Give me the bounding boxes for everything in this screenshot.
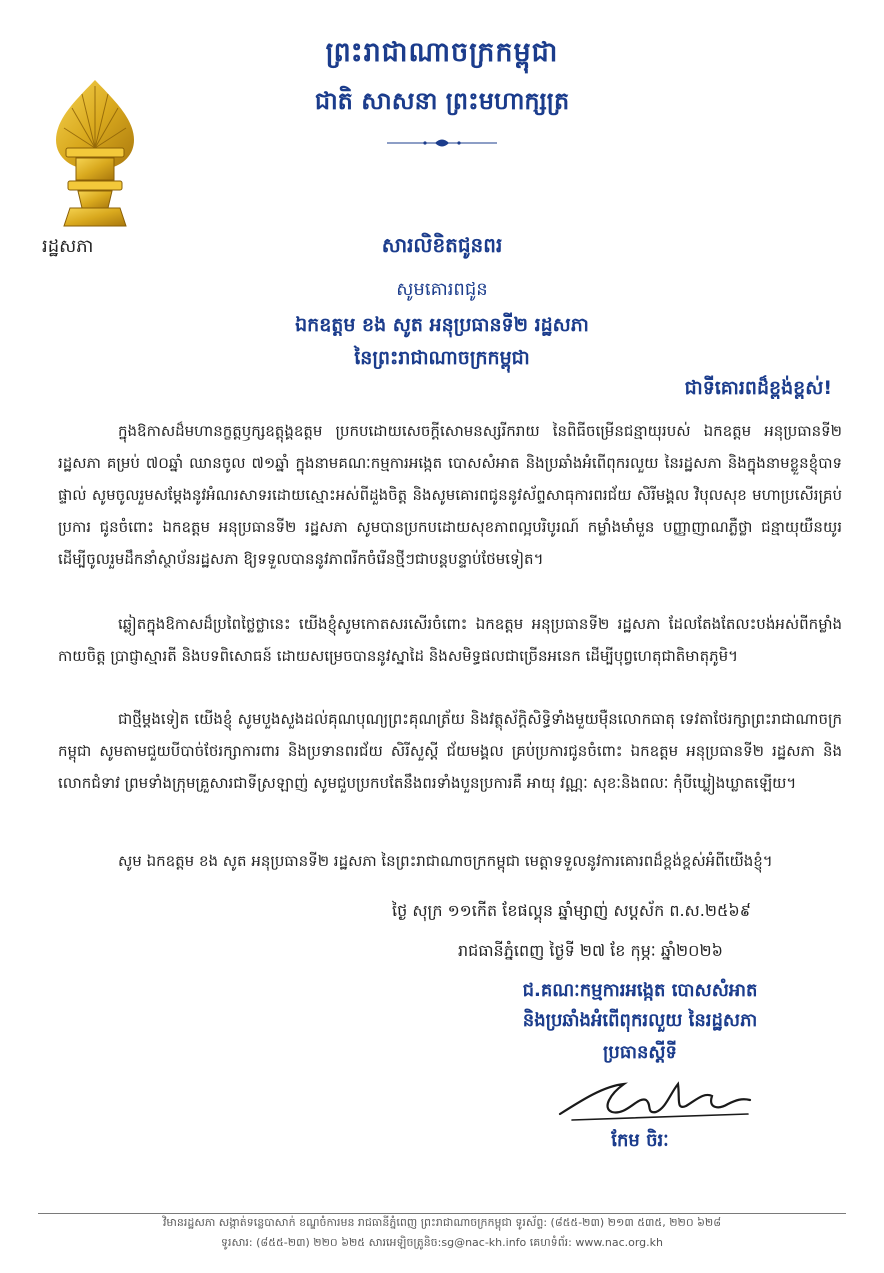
handwritten-signature-icon [552, 1070, 762, 1128]
kingdom-heading: ព្រះរាជាណាចក្រកម្ពុជា [325, 37, 559, 68]
signer-name: កែម ចិរៈ [611, 1130, 669, 1151]
lunar-date: ថ្ងៃ សុក្រ ១១កើត ខែផល្គុន ឆ្នាំម្សាញ់ សប្តស័ក ព.ស.២៥៦៩ [392, 901, 751, 920]
recipient-organization: នៃព្រះរាជាណាចក្រកម្ពុជា [354, 347, 530, 369]
signatory-position: ប្រធានស្តីទី [603, 1042, 677, 1063]
footer-address: វិមានរដ្ឋសភា សង្កាត់ទន្លេបាសាក់ ខណ្ឌចំការមន រាជធានីភ្នំពេញ ព្រះរាជាណាចក្រកម្ពុជា ទូរស័ព្ទ: (៨៥៥-២៣) ២១៣ ៥៣៥, ២២០ ៦២៨ [162, 1216, 722, 1229]
national-motto: ជាតិ សាសនា ព្រះមហាក្សត្រ [314, 87, 570, 115]
letter-title: សារលិខិតជូនពរ [381, 233, 503, 257]
recipient-name: ឯកឧត្តម ខង សូត អនុប្រធានទី២ រដ្ឋសភា [295, 314, 589, 336]
body-paragraph-3: ជាថ្មីម្តងទៀត យើងខ្ញុំ សូមបួងសួងដល់គុណបុណ្យព្រះគុណត្រ័យ និងវត្ថុស័ក្តិសិទ្ធិទាំងមួយម៉ឺនលោកធាតុ ទេវតាថែរក្សាព្រះរាជាណាចក្រកម្ពុជា សូមតាមជួយបីបាច់ថែរក្សាការពារ និងប្រទានពរជ័យ សិរីសួស្តី ជ័យមង្គល គ្រប់ប្រការជូនចំពោះ ឯកឧត្តម អនុប្រធានទី២ រដ្ឋសភា និងលោកជំទាវ ព្រមទាំងក្រុមគ្រួសារជាទីស្រឡាញ់ សូមជួបប្រកបតែនឹងពរទាំងបួនប្រការគឺ អាយុ វណ្ណៈ សុខៈនិងពលៈ កុំបីឃ្លៀងឃ្លាតឡើយ។ [58, 710, 842, 792]
solar-date: រាជធានីភ្នំពេញ ថ្ងៃទី ២៧ ខែ កុម្ភៈ ឆ្នាំ២០២៦ [458, 941, 723, 960]
signatory-title-line-1: ជ.គណៈកម្មការអង្កេត បោសសំអាត [522, 980, 758, 1001]
body-paragraph-1: ក្នុងឱកាសដ៏មហានក្ខត្តឫក្សឧត្តុង្គឧត្តម ប្រកបដោយសេចក្តីសោមនស្សរីករាយ នៃពិធីចម្រើនជន្មាយុរបស់ ឯកឧត្តម អនុប្រធានទី២ រដ្ឋសភា គម្រប់ ៧០ឆ្នាំ ឈានចូល ៧១ឆ្នាំ ក្នុងនាមគណៈកម្មការអង្កេត បោសសំអាត និងប្រឆាំងអំពើពុករលួយ នៃរដ្ឋសភា និងក្នុងនាមខ្លួនខ្ញុំបាទផ្ទាល់ សូមចូលរួមសម្តែងនូវអំណរសាទរដោយស្មោះអស់ពីដួងចិត្ត និងសូមគោរពជូននូវស័ព្ទសាធុការពរជ័យ សិរីមង្គល វិបុលសុខ មហាប្រសើរគ្រប់ប្រការ ជូនចំពោះ ឯកឧត្តម អនុប្រធានទី២ រដ្ឋសភា សូមបានប្រកបដោយសុខភាពល្អបរិបូរណ៍ កម្លាំងមាំមួន បញ្ញាញាណភ្លឺថ្លា ជន្មាយុយឺនយូរ ដើម្បីចូលរួមដឹកនាំស្ថាប័នរដ្ឋសភា ឱ្យទទួលបាននូវភាពរីកចំរើនថ្មីៗជាបន្តបន្ទាប់ថែមទៀត។ [58, 422, 842, 568]
ornament-divider-icon [385, 136, 499, 150]
body-paragraph-2: ឆ្លៀតក្នុងឱកាសដ៏ប្រពៃថ្លៃថ្លានេះ យើងខ្ញុំសូមកោតសរសើរចំពោះ ឯកឧត្តម អនុប្រធានទី២ រដ្ឋសភា ដែលតែងតែលះបង់អស់ពីកម្លាំងកាយចិត្ត ប្រាជ្ញាស្មារតី និងបទពិសោធន៍ ដោយសម្រេចបាននូវស្នាដៃ និងសមិទ្ធផលជាច្រើនអនេក ដើម្បីបុព្វហេតុជាតិមាតុភូមិ។ [58, 615, 842, 665]
footer-contact: ទូរសារ: (៨៥៥-២៣) ២២០ ៦២៥ សារអេឡិចត្រូនិច:sg@nac-kh.info គេហទំព័រ: www.nac.org.kh [220, 1236, 663, 1249]
body-paragraph-4: សូម ឯកឧត្តម ខង សូត អនុប្រធានទី២ រដ្ឋសភា នៃព្រះរាជាណាចក្រកម្ពុជា មេត្តាទទួលនូវការគោរពដ៏ខ្ពង់ខ្ពស់អំពីយើងខ្ញុំ។ [118, 852, 773, 870]
greeting: ជាទីគោរពដ៏ខ្ពង់ខ្ពស់! [684, 377, 832, 399]
signatory-title-line-2: និងប្រឆាំងអំពើពុករលួយ នៃរដ្ឋសភា [522, 1010, 758, 1031]
senate-label: រដ្ឋសភា [42, 236, 94, 257]
senate-emblem-icon [52, 78, 138, 230]
footer-divider [38, 1213, 846, 1214]
respect-line: សូមគោរពជូន [396, 279, 488, 300]
